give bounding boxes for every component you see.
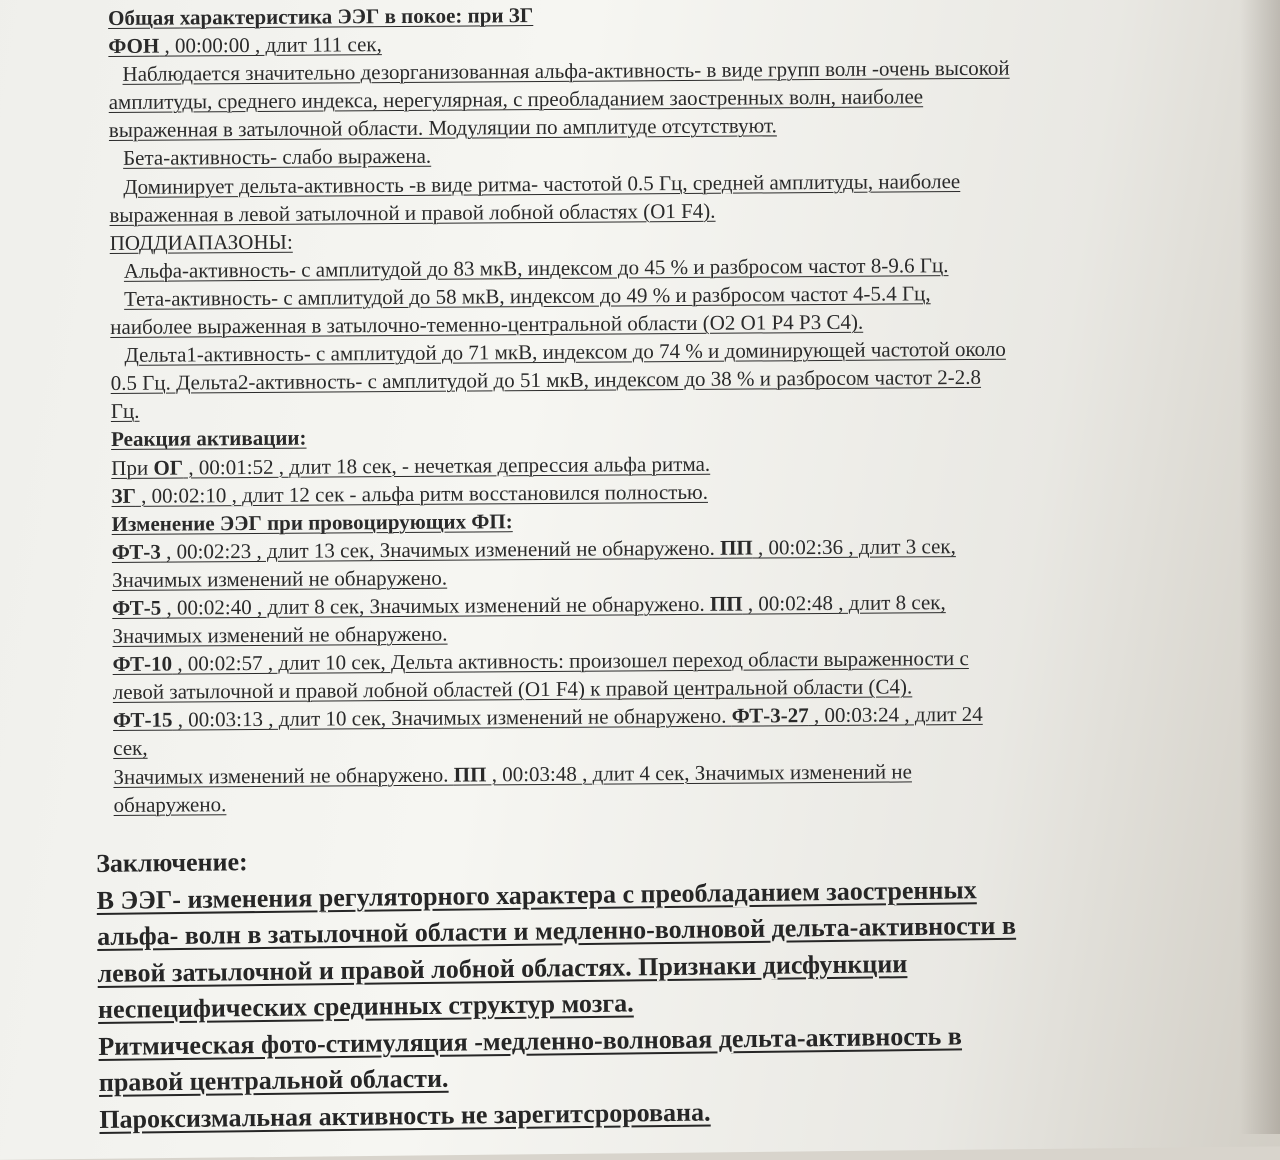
pp3-prefix: Значимых изменений не обнаружено. xyxy=(113,762,454,789)
fon-text-line: Доминирует дельта-активность -в виде ритма- частотой 0.5 Гц, средней амплитуды, наиболее xyxy=(123,168,961,199)
fon-text-line: выраженная в затылочной области. Модуляции по амплитуде отсутствуют. xyxy=(108,113,777,143)
eeg-report-body xyxy=(108,0,1224,819)
activation-title: Реакция активации: xyxy=(110,426,307,452)
subrange-line: Дельта1-активность- с амплитудой до 71 мкВ, индексом до 74 % и доминирующей частотой около xyxy=(124,336,1006,368)
ft5-text: , 00:02:40 , длит 8 сек, Значимых изменений не обнаружено. xyxy=(161,591,711,620)
pp2-cont: Значимых изменений не обнаружено. xyxy=(112,621,448,649)
conclusion-line: правой центральной области. xyxy=(98,1063,449,1097)
subrange-line: Гц. xyxy=(110,399,140,424)
pp3-label: ПП xyxy=(453,761,487,787)
ft15-label: ФТ-15 xyxy=(112,707,173,733)
ft327-text: , 00:03:24 , длит 24 xyxy=(808,702,983,728)
pp1-label: ПП xyxy=(719,535,753,560)
zg-text: , 00:02:10 , длит 12 сек - альфа ритм восстановился полностью. xyxy=(135,479,709,508)
pp1-text: , 00:02:36 , длит 3 сек, xyxy=(752,533,956,560)
subranges-title: ПОДДИАПАЗОНЫ: xyxy=(109,229,293,255)
conclusion-line: Пароксизмальная активность не зарегитсророванa. xyxy=(99,1097,711,1134)
ft327-cont: сек, xyxy=(113,736,148,761)
pp3-text: , 00:03:48 , длит 4 сек, Значимых изменений не xyxy=(486,758,912,786)
pp2-text: , 00:02:48 , длит 8 сек, xyxy=(742,590,946,616)
pp1-cont: Значимых изменений не обнаружено. xyxy=(111,565,448,592)
fon-info: , 00:00:00 , длит 111 сек, xyxy=(159,32,382,58)
subrange-line: 0.5 Гц. Дельта2-активность- с амплитудой до 51 мкВ, индексом до 38 % и разбросом частот 2-2.8 xyxy=(110,365,982,396)
subrange-line: наиболее выраженная в затылочно-теменно-центральной области (O2 O1 P4 P3 C4). xyxy=(110,309,864,340)
og-label: ОГ xyxy=(153,454,184,480)
ft10-cont: левой затылочной и правой лобной областей (O1 F4) к правой центральной области (C4). xyxy=(112,674,913,705)
pp2-label: ПП xyxy=(709,591,743,616)
ft3-label: ФТ-3 xyxy=(111,539,161,564)
ft10-label: ФТ-10 xyxy=(112,651,173,677)
subrange-line: Тета-активность- с амплитудой до 58 мкВ, индексом до 49 % и разбросом частот 4-5.4 Гц, xyxy=(123,281,931,311)
ft5-label: ФТ-5 xyxy=(112,595,162,620)
conclusion-block xyxy=(96,832,1259,1138)
fon-text-line: выраженная в левой затылочной и правой лобной областях (O1 F4). xyxy=(109,198,716,227)
fon-text-line: Наблюдается значительно дезорганизованная альфа-активность- в виде групп волн -очень высокой xyxy=(122,55,1010,87)
og-prefix: При xyxy=(111,455,154,480)
ft3-text: , 00:02:23 , длит 13 сек, Значимых изменений не обнаружено. xyxy=(160,535,721,564)
ft10-text: , 00:02:57 , длит 10 сек, Дельта активность: произошел переход области выраженности с xyxy=(172,646,969,676)
conclusion-line: неспецифических срединных структур мозга. xyxy=(97,988,634,1024)
zg-label: ЗГ xyxy=(111,483,136,508)
fon-text-line: Бета-активность- слабо выражена. xyxy=(122,144,432,171)
conclusion-line: В ЭЭГ- изменения регуляторного характера с преобладанием заостренных xyxy=(96,874,977,915)
fon-text-line: амплитуды, среднего индекса, нерегулярная, с преобладанием заостренных волн, наиболее xyxy=(108,84,924,115)
og-text: , 00:01:52 , длит 18 сек, - нечеткая депрессия альфа ритма. xyxy=(183,451,711,479)
section-title: Общая характеристика ЭЭГ в покое: при ЗГ xyxy=(108,3,534,30)
ft327-label: ФТ-3-27 xyxy=(731,703,809,729)
conclusion-line: альфа- волн в затылочной области и медленно-волновой дельта-активности в xyxy=(96,910,1017,951)
ft15-text: , 00:03:13 , длит 10 сек, Значимых изменений не обнаружено. xyxy=(172,704,732,732)
conclusion-line: левой затылочной и правой лобной областях. Признаки дисфункции xyxy=(97,948,908,988)
fon-label: ФОН xyxy=(108,33,160,59)
subrange-line: Альфа-активность- с амплитудой до 83 мкВ, индексом до 45 % и разбросом частот 8-9.6 Гц. xyxy=(123,252,949,283)
fp-title: Изменение ЭЭГ при провоцирующих ФП: xyxy=(111,508,513,536)
conclusion-title: Заключение: xyxy=(96,847,248,878)
pp3-cont: обнаружено. xyxy=(113,791,227,817)
conclusion-line: Ритмическая фото-стимуляция -медленно-волновая дельта-активность в xyxy=(98,1020,963,1061)
